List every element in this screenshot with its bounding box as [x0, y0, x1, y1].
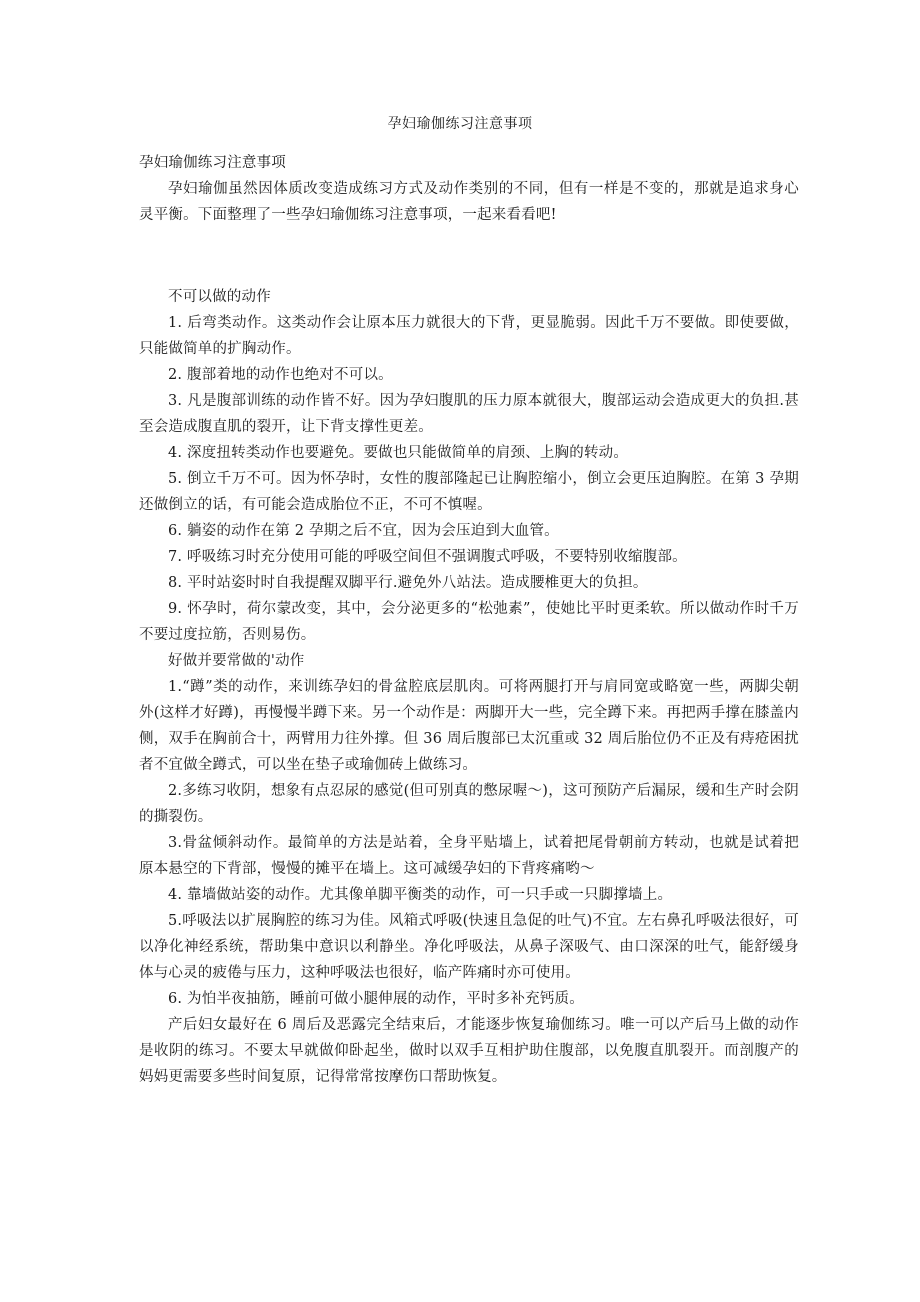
- document-subtitle: 孕妇瑜伽练习注意事项: [139, 155, 286, 171]
- dont-item-4: 4. 深度扭转类动作也要避免。要做也只能做简单的肩颈、上胸的转动。: [168, 445, 629, 461]
- paragraph-spacer: [139, 228, 799, 280]
- section-dont-heading: 不可以做的动作: [168, 289, 271, 305]
- do-item-6: 6. 为怕半夜抽筋，睡前可做小腿伸展的动作，平时多补充钙质。: [168, 991, 584, 1007]
- do-item-5: 5.呼吸法以扩展胸腔的练习为佳。风箱式呼吸(快速且急促的吐气)不宜。左右鼻孔呼吸法很好，可以净化神经系统，帮助集中意识以利静坐。净化呼吸法，从鼻子深吸气、由口深深的吐气，能舒缓身体与心灵的疲倦与压力，这种呼吸法也很好，临产阵痛时亦可使用。: [139, 913, 799, 981]
- section-do-heading: 好做并要常做的'动作: [168, 653, 305, 669]
- dont-item-7: 7. 呼吸练习时充分使用可能的呼吸空间但不强调腹式呼吸，不要特别收缩腹部。: [168, 549, 687, 565]
- dont-item-5: 5. 倒立千万不可。因为怀孕时，女性的腹部隆起已让胸腔缩小，倒立会更压迫胸腔。在第 3 孕期还做倒立的话，有可能会造成胎位不正，不可不慎喔。: [139, 471, 799, 513]
- dont-item-3: 3. 凡是腹部训练的动作皆不好。因为孕妇腹肌的压力原本就很大，腹部运动会造成更大的负担.甚至会造成腹直肌的裂开，让下背支撑性更差。: [139, 393, 799, 435]
- do-item-4: 4. 靠墙做站姿的动作。尤其像单脚平衡类的动作，可一只手或一只脚撑墙上。: [168, 887, 673, 903]
- document-body: [139, 150, 799, 1090]
- do-item-2: 2.多练习收阴，想象有点忍尿的感觉(但可别真的憋尿喔～)，这可预防产后漏尿，缓和生产时会阴的撕裂伤。: [139, 783, 799, 825]
- dont-item-8: 8. 平时站姿时时自我提醒双脚平行.避免外八站法。造成腰椎更大的负担。: [168, 575, 648, 591]
- dont-item-9: 9. 怀孕时，荷尔蒙改变，其中，会分泌更多的“松弛素”，使她比平时更柔软。所以做动作时千万不要过度拉筋，否则易伤。: [139, 601, 799, 643]
- closing-paragraph: 产后妇女最好在 6 周后及恶露完全结束后，才能逐步恢复瑜伽练习。唯一可以产后马上做的动作是收阴的练习。不要太早就做仰卧起坐，做时以双手互相护助住腹部，以免腹直肌裂开。而剖腹产的妈妈更需要多些时间复原，记得常常按摩伤口帮助恢复。: [139, 1017, 799, 1085]
- intro-paragraph: 孕妇瑜伽虽然因体质改变造成练习方式及动作类别的不同，但有一样是不变的，那就是追求身心灵平衡。下面整理了一些孕妇瑜伽练习注意事项，一起来看看吧!: [139, 181, 799, 223]
- dont-item-2: 2. 腹部着地的动作也绝对不可以。: [168, 367, 393, 383]
- dont-item-6: 6. 躺姿的动作在第 2 孕期之后不宜，因为会压迫到大血管。: [168, 523, 559, 539]
- do-item-1: 1.“蹲”类的动作，来训练孕妇的骨盆腔底层肌肉。可将两腿打开与肩同宽或略宽一些，两脚尖朝外(这样才好蹲)，再慢慢半蹲下来。另一个动作是：两脚开大一些，完全蹲下来。再把两手撑在膝盖内侧，双手在胸前合十，两臂用力往外撑。但 36 周后腹部已太沉重或 32 周后胎位仍不正及有痔疮困扰者不宜做全蹲式，可以坐在垫子或瑜伽砖上做练习。: [139, 679, 799, 773]
- dont-item-1: 1. 后弯类动作。这类动作会让原本压力就很大的下背，更显脆弱。因此千万不要做。即使要做，只能做简单的扩胸动作。: [139, 315, 799, 357]
- document-title: 孕妇瑜伽练习注意事项: [387, 116, 533, 132]
- do-item-3: 3.骨盆倾斜动作。最简单的方法是站着，全身平贴墙上，试着把尾骨朝前方转动，也就是试着把原本悬空的下背部，慢慢的摊平在墙上。这可减缓孕妇的下背疼痛哟～: [139, 835, 799, 877]
